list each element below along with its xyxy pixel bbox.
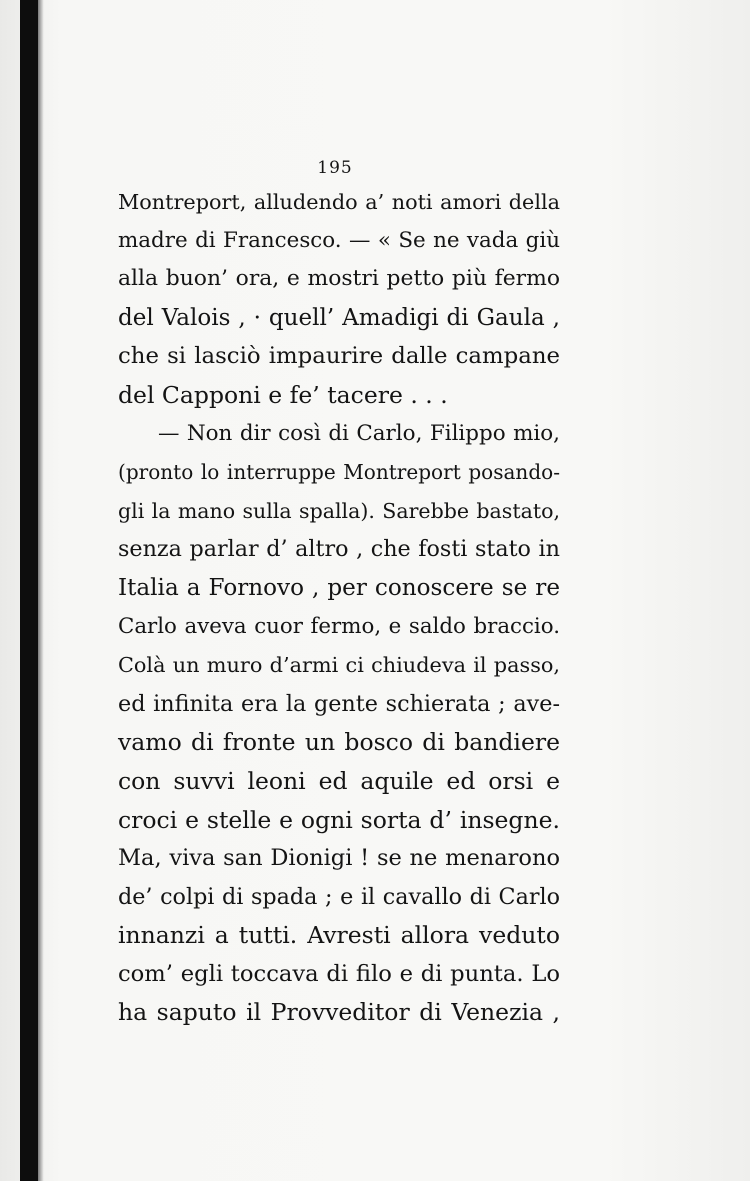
book-binding-shadow xyxy=(20,0,38,1181)
text-line: croci e stelle e ogni sorta d’ insegne. xyxy=(118,805,560,834)
text-line: Ma, viva san Dionigi ! se ne menarono xyxy=(118,845,560,872)
text-line: che si lasciò impaurire dalle campane xyxy=(118,343,560,370)
text-line: (pronto lo interruppe Montreport posando- xyxy=(118,460,560,485)
text-line: alla buon’ ora, e mostri petto più fermo xyxy=(118,266,560,292)
text-line: ha saputo il Provveditor di Venezia , xyxy=(118,998,560,1027)
text-line: con suvvi leoni ed aquile ed orsi e xyxy=(118,766,560,795)
text-line: ed infinita era la gente schierata ; ave- xyxy=(118,690,560,717)
text-line: de’ colpi di spada ; e il cavallo di Carlo xyxy=(118,883,560,910)
page-number: 195 xyxy=(317,158,353,178)
text-line: Montreport, alludendo a’ noti amori della xyxy=(118,190,560,214)
text-line: com’ egli toccava di filo e di punta. Lo xyxy=(118,960,560,987)
text-line: Colà un muro d’armi ci chiudeva il passo, xyxy=(118,653,560,678)
text-line: Italia a Fornovo , per conoscere se re xyxy=(118,574,560,601)
text-line: del Capponi e fe’ tacere . . . xyxy=(118,380,448,409)
body-text xyxy=(118,183,560,1032)
text-line: vamo di fronte un bosco di bandiere xyxy=(118,728,560,757)
text-line: gli la mano sulla spalla). Sarebbe bastato, xyxy=(118,498,560,523)
binding-gradient xyxy=(38,0,44,1181)
text-line: senza parlar d’ altro , che fosti stato in xyxy=(118,536,560,563)
text-line: del Valois , · quell’ Amadigi di Gaula , xyxy=(118,304,560,331)
text-line: Carlo aveva cuor fermo, e saldo braccio. xyxy=(118,613,560,639)
text-line: madre di Francesco. — « Se ne vada giù xyxy=(118,227,560,253)
text-line: — Non dir così di Carlo, Filippo mio, xyxy=(158,420,560,446)
text-line: innanzi a tutti. Avresti allora veduto xyxy=(118,921,560,950)
